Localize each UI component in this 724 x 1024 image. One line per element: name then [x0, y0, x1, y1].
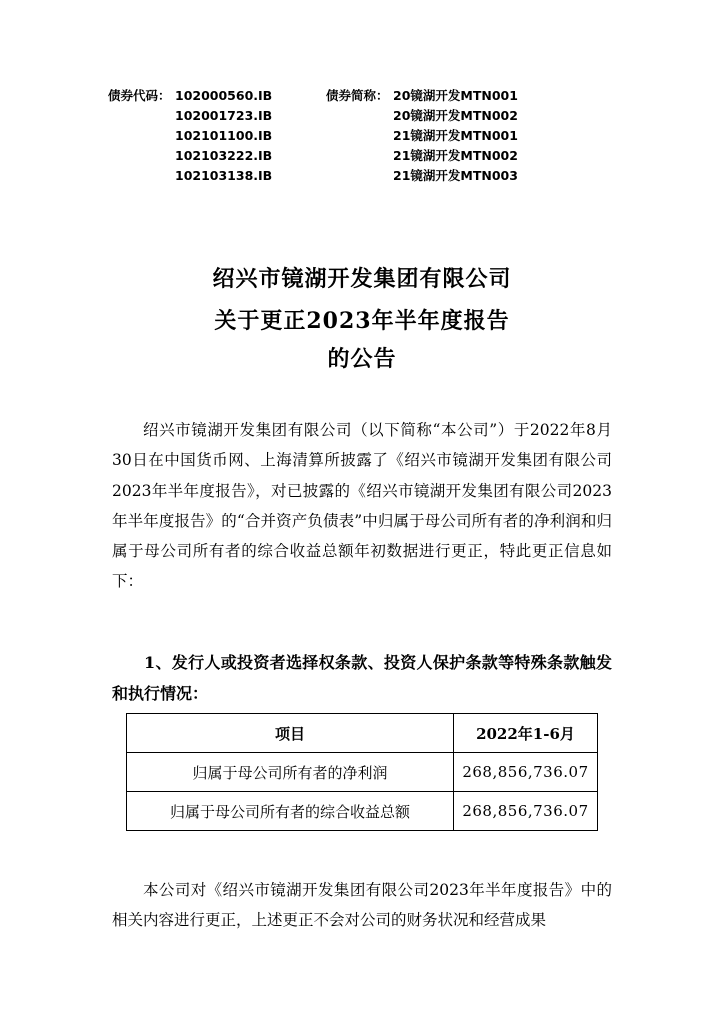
bond-code: 102001723.IB	[175, 108, 273, 123]
table-cell-item: 归属于母公司所有者的净利润	[127, 753, 454, 792]
table-cell-item: 归属于母公司所有者的综合收益总额	[127, 792, 454, 831]
bond-short-name: 20镜湖开发MTN001	[393, 88, 518, 103]
closing-paragraph: 本公司对《绍兴市镜湖开发集团有限公司2023年半年度报告》中的相关内容进行更正，上述更正不会对公司的财务状况和经营成果	[112, 881, 612, 930]
section-heading-1: 1、发行人或投资者选择权条款、投资人保护条款等特殊条款触发和执行情况：	[112, 653, 612, 703]
table-row	[127, 753, 598, 792]
bond-short-name: 21镜湖开发MTN003	[393, 168, 518, 183]
bond-short-name: 20镜湖开发MTN002	[393, 108, 518, 123]
bond-code: 102103138.IB	[175, 168, 273, 183]
correction-table	[126, 713, 598, 831]
table-header-row	[127, 714, 598, 753]
bond-short-name: 21镜湖开发MTN001	[393, 128, 518, 143]
bond-code-label: 债券代码：	[108, 88, 171, 103]
bond-code: 102000560.IB	[175, 88, 273, 103]
table-header-period: 2022年1-6月	[454, 714, 598, 753]
title-line-3: 的公告	[327, 346, 397, 372]
bond-code: 102103222.IB	[175, 148, 273, 163]
bond-short-name: 21镜湖开发MTN002	[393, 148, 518, 163]
bond-code: 102101100.IB	[175, 128, 273, 143]
table-header-item: 项目	[127, 714, 454, 753]
intro-paragraph: 绍兴市镜湖开发集团有限公司（以下简称“本公司”）于2022年8月30日在中国货币网、上海清算所披露了《绍兴市镜湖开发集团有限公司2023年半年度报告》，对已披露的《绍兴市镜湖开发集团有限公司2023年半年度报告》的“合并资产负债表”中归属于母公司所有者的净利润和归属于母公司所有者的综合收益总额年初数据进行更正，特此更正信息如下：	[112, 421, 612, 591]
table-row	[127, 792, 598, 831]
bond-short-name-label: 债券简称：	[326, 88, 389, 103]
table-cell-value: 268,856,736.07	[454, 792, 598, 831]
title-line-2: 关于更正2023年半年度报告	[214, 308, 510, 334]
title-line-1: 绍兴市镜湖开发集团有限公司	[212, 266, 512, 292]
table-cell-value: 268,856,736.07	[454, 753, 598, 792]
